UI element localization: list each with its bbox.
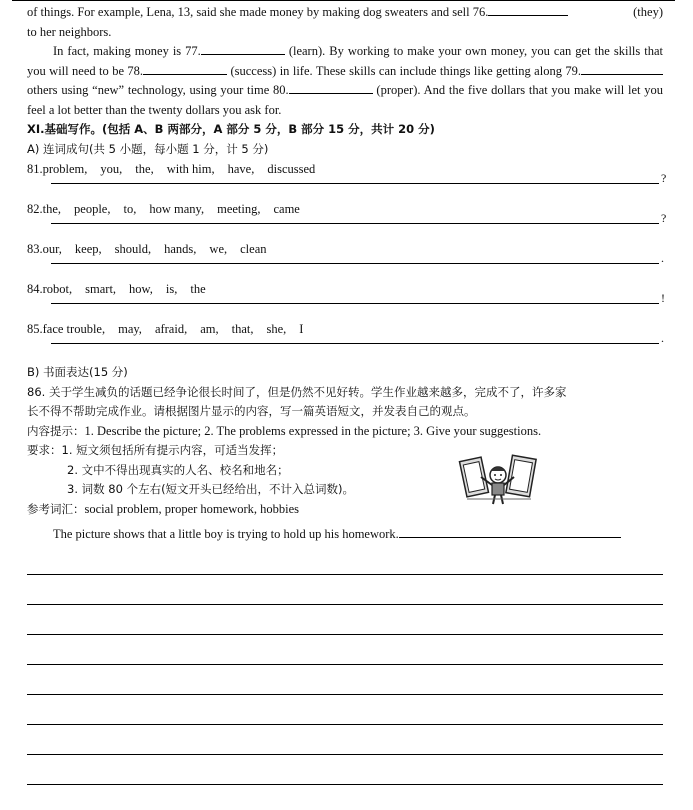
word-token: keep,: [74, 242, 102, 256]
word-token: is,: [165, 282, 178, 296]
answer-blank-80[interactable]: [289, 81, 373, 94]
word-token: how,: [129, 282, 153, 296]
essay-first-line[interactable]: [399, 525, 621, 538]
word-token: should,: [114, 242, 152, 256]
word-order-item: [27, 319, 663, 359]
word-order-item: [27, 159, 667, 199]
part-a-title: A) 连词成句(共 5 小题，每小题 1 分，计 5 分): [27, 141, 269, 156]
hint-text: (they): [633, 5, 663, 19]
answer-line[interactable]: [51, 263, 659, 264]
word-token: face trouble,: [42, 322, 106, 336]
item-number: 85.: [27, 322, 43, 336]
answer-line[interactable]: [51, 303, 659, 304]
answer-line[interactable]: [51, 343, 659, 344]
requirements-line-1: 要求：1. 短文须包括所有提示内容，可适当发挥；: [27, 443, 284, 457]
item-number: 81.: [27, 162, 43, 176]
end-punctuation: .: [661, 251, 664, 265]
word-token: clean: [240, 242, 267, 256]
writing-line[interactable]: [27, 665, 663, 695]
requirements-line-3: 3. 词数 80 个左右(短文开头已经给出，不计入总词数)。: [67, 482, 355, 496]
question-86-line-2: 长不得不帮助完成作业。请根据图片显示的内容，写一篇英语短文，并发表自己的观点。: [27, 404, 476, 418]
word-token: the,: [42, 202, 62, 216]
word-order-item: [27, 279, 663, 319]
word-order-item: [27, 239, 663, 279]
word-token: afraid,: [154, 322, 188, 336]
word-token: our,: [42, 242, 62, 256]
answer-blank-76[interactable]: [488, 3, 568, 16]
word-token: have,: [227, 162, 255, 176]
writing-line[interactable]: [27, 755, 663, 785]
end-punctuation: ?: [661, 211, 667, 225]
word-token: she,: [266, 322, 287, 336]
writing-line[interactable]: [27, 635, 663, 665]
answer-blank-78[interactable]: [143, 62, 227, 75]
writing-line[interactable]: [27, 695, 663, 725]
word-token: smart,: [85, 282, 117, 296]
passage-line-2: to her neighbors.: [27, 24, 112, 39]
word-token: came: [273, 202, 300, 216]
passage-text: of things. For example, Lena, 13, said she made money by making dog sweaters and sell 76.: [27, 5, 489, 19]
section-title: XI.基础写作。(包括 A、B 两部分，A 部分 5 分，B 部分 15 分，共计 20 分): [27, 122, 435, 136]
boy-holding-homework-illustration: [457, 449, 539, 507]
word-token: the: [190, 282, 206, 296]
worksheet-page: [27, 0, 667, 785]
part-b-title: B) 书面表达(15 分): [27, 365, 128, 379]
word-token: to,: [123, 202, 137, 216]
end-punctuation: .: [661, 331, 664, 345]
writing-line[interactable]: [27, 575, 663, 605]
word-token: hands,: [164, 242, 197, 256]
word-token: with him,: [166, 162, 215, 176]
word-token: the,: [135, 162, 154, 176]
word-token: people,: [74, 202, 111, 216]
word-order-item: [27, 199, 667, 239]
passage-line-1: [27, 3, 663, 23]
word-token: may,: [118, 322, 142, 336]
item-number: 82.: [27, 202, 43, 216]
answer-blank-77[interactable]: [201, 42, 285, 55]
item-number: 84.: [27, 282, 43, 296]
answer-line[interactable]: [51, 183, 659, 184]
question-86-line-1: 86. 关于学生减负的话题已经争论很长时间了，但是仍然不见好转。学生作业越来越多，完成不了，许多家: [27, 384, 567, 399]
end-punctuation: ?: [661, 171, 667, 185]
answer-blank-79[interactable]: [581, 62, 663, 75]
writing-line[interactable]: [27, 725, 663, 755]
word-token: robot,: [42, 282, 73, 296]
word-token: I: [299, 322, 304, 336]
writing-line[interactable]: [27, 545, 663, 575]
word-token: am,: [200, 322, 219, 336]
content-hints: 内容提示：1. Describe the picture; 2. The problems expressed in the picture; 3. Give your suggestions.: [27, 423, 542, 438]
passage-paragraph-2: In fact, making money is 77. (learn). By working to make your own money, you can get the skills that you will need to be 78. (success) in life. These skills can include things like getting along 79. others using “new” technology, using your time 80. (proper). And the five dollars that you make will let you feel a lot better than the twenty dollars you ask for.: [27, 44, 664, 117]
requirements-line-2: 2. 文中不得出现真实的人名、校名和地名；: [67, 462, 289, 477]
word-token: discussed: [267, 162, 316, 176]
word-token: we,: [209, 242, 228, 256]
writing-line[interactable]: [27, 605, 663, 635]
word-token: problem,: [42, 162, 88, 176]
word-token: meeting,: [217, 202, 261, 216]
answer-line[interactable]: [51, 223, 659, 224]
item-number: 83.: [27, 242, 43, 256]
word-order-items: [27, 159, 667, 359]
vocabulary-reference: 参考词汇：social problem, proper homework, hobbies: [27, 501, 300, 516]
word-token: how many,: [149, 202, 205, 216]
end-punctuation: !: [661, 291, 665, 305]
essay-writing-lines[interactable]: [27, 545, 663, 785]
word-token: you,: [100, 162, 123, 176]
word-token: that,: [231, 322, 254, 336]
essay-opening: The picture shows that a little boy is trying to hold up his homework.: [27, 525, 663, 545]
